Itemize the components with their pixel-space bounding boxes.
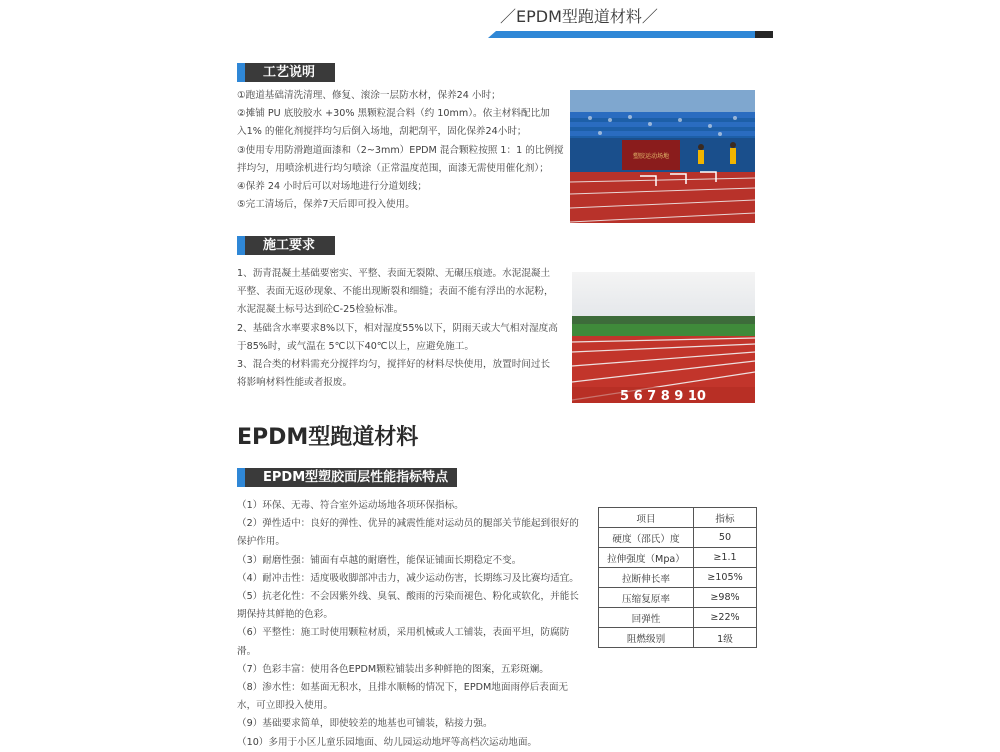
features-line: （4）耐冲击性：适度吸收脚部冲击力，减少运动伤害，长期练习及比赛均适宜。 <box>237 572 579 584</box>
banner-slash-left: ／ <box>500 7 517 26</box>
spec-cell-value: ≥98% <box>694 588 757 608</box>
stadium-banner-text: 塑胶运动场地 <box>632 153 670 160</box>
spec-cell-value: ≥22% <box>694 608 757 628</box>
spec-cell-item: 回弹性 <box>599 608 694 628</box>
process-line: ③使用专用防滑跑道面漆和（2~3mm）EPDM 混合颗粒按照 1：1 的比例搅 <box>237 144 564 156</box>
spec-cell-value: ≥1.1 <box>694 548 757 568</box>
stadium-photo <box>570 90 755 223</box>
process-line: 拌均匀，用喷涂机进行均匀喷涂（正常温度范围，面漆无需使用催化剂）； <box>237 162 549 174</box>
spec-cell-value: 50 <box>694 528 757 548</box>
process-line: ①跑道基础清洗清理、修复、滚涂一层防水材，保养24 小时； <box>237 90 501 101</box>
spec-header-value: 指标 <box>694 508 757 528</box>
features-line: （8）渗水性：如基面无积水，且排水顺畅的情况下，EPDM地面雨停后表面无 <box>237 682 569 694</box>
spec-header-item: 项目 <box>599 508 694 528</box>
features-line: 期保持其鲜艳的色彩。 <box>237 609 333 621</box>
features-line: （9）基础要求简单，即使较差的地基也可铺装，粘接力强。 <box>237 718 493 730</box>
features-line: （10）多用于小区儿童乐园地面、幼儿园运动地坪等高档次运动地面。 <box>237 736 538 748</box>
process-line: ②摊铺 PU 底胶胶水 +30% 黑颗粒混合料（约 10mm）。依主材料配比加 <box>237 108 550 120</box>
spec-table-row <box>599 628 757 648</box>
process-paragraph <box>237 87 567 214</box>
features-line: （7）色彩丰富：使用各色EPDM颗粒铺装出多种鲜艳的图案，五彩斑斓。 <box>237 663 549 675</box>
track-photo <box>572 272 755 403</box>
lane-numbers: 5 6 7 8 9 10 <box>620 389 706 403</box>
features-line: （6）平整性：施工时使用颗粒材质，采用机械或人工铺装，表面平坦，防腐防滑。 <box>237 627 570 657</box>
spec-cell-value: ≥105% <box>694 568 757 588</box>
spec-cell-item: 拉断伸长率 <box>599 568 694 588</box>
spec-table-row <box>599 528 757 548</box>
features-line: 保护作用。 <box>237 536 285 548</box>
requirements-paragraph <box>237 265 567 392</box>
page-title: EPDM型跑道材料 <box>237 425 419 450</box>
spec-table-row <box>599 588 757 608</box>
spec-cell-value: 1级 <box>694 628 757 648</box>
spec-table-header <box>599 508 757 528</box>
spec-table-row <box>599 568 757 588</box>
section-heading-requirements-text: 施工要求 <box>263 238 316 253</box>
section-heading-process <box>237 63 335 82</box>
features-line: （3）耐磨性强：铺面有卓越的耐磨性，能保证铺面长期稳定不变。 <box>237 554 522 566</box>
spec-cell-item: 压缩复原率 <box>599 588 694 608</box>
spec-table-row <box>599 608 757 628</box>
requirements-line: 2、基础含水率要求8%以下，相对湿度55%以下，阴雨天或大气相对湿度高 <box>237 322 558 334</box>
process-line: ⑤完工清场后，保养7天后即可投入使用。 <box>237 199 415 211</box>
requirements-line: 3、混合类的材料需充分搅拌均匀，搅拌好的材料尽快使用，放置时间过长 <box>237 359 551 371</box>
features-line: （2）弹性适中：良好的弹性、优异的减震性能对运动员的腿部关节能起到很好的 <box>237 518 579 530</box>
section-heading-requirements <box>237 236 335 255</box>
section-heading-features <box>237 468 457 487</box>
banner-dark-block <box>755 31 773 38</box>
features-line: 水，可立即投入使用。 <box>237 700 333 712</box>
requirements-line: 于85%时，或气温在 5℃以下40℃以上，应避免施工。 <box>237 340 474 352</box>
features-paragraph <box>237 497 587 752</box>
process-line: 入1% 的催化剂搅拌均匀后倒入场地，刮耙刮平，固化保养24小时； <box>237 126 527 138</box>
section-heading-features-text: EPDM型塑胶面层性能指标特点 <box>263 470 449 485</box>
requirements-line: 平整、表面无返砂现象、不能出现断裂和细缝；表面不能有浮出的水泥粉， <box>237 286 554 298</box>
spec-table <box>598 507 757 648</box>
banner-accent-line <box>488 31 773 38</box>
features-line: （1）环保、无毒、符合室外运动场地各项环保指标。 <box>237 500 464 511</box>
process-line: ④保养 24 小时后可以对场地进行分道划线； <box>237 181 428 193</box>
section-heading-process-text: 工艺说明 <box>263 65 316 80</box>
banner-slash-right: ／ <box>641 7 658 26</box>
spec-cell-item: 阻燃级别 <box>599 628 694 648</box>
banner-title-text: EPDM型跑道材料 <box>516 7 642 26</box>
spec-table-row <box>599 548 757 568</box>
spec-cell-item: 拉伸强度（Mpa） <box>599 548 694 568</box>
requirements-line: 水泥混凝土标号达到砼C-25检验标准。 <box>237 304 404 316</box>
requirements-line: 将影响材料性能或者报废。 <box>237 377 353 389</box>
spec-cell-item: 硬度（邵氏）度 <box>599 528 694 548</box>
requirements-line: 1、沥青混凝土基础要密实、平整、表面无裂隙、无碾压痕迹。水泥混凝土 <box>237 268 551 279</box>
features-line: （5）抗老化性：不会因紫外线、臭氧、酸雨的污染而褪色、粉化或软化，并能长 <box>237 591 579 603</box>
banner-title <box>500 4 670 26</box>
